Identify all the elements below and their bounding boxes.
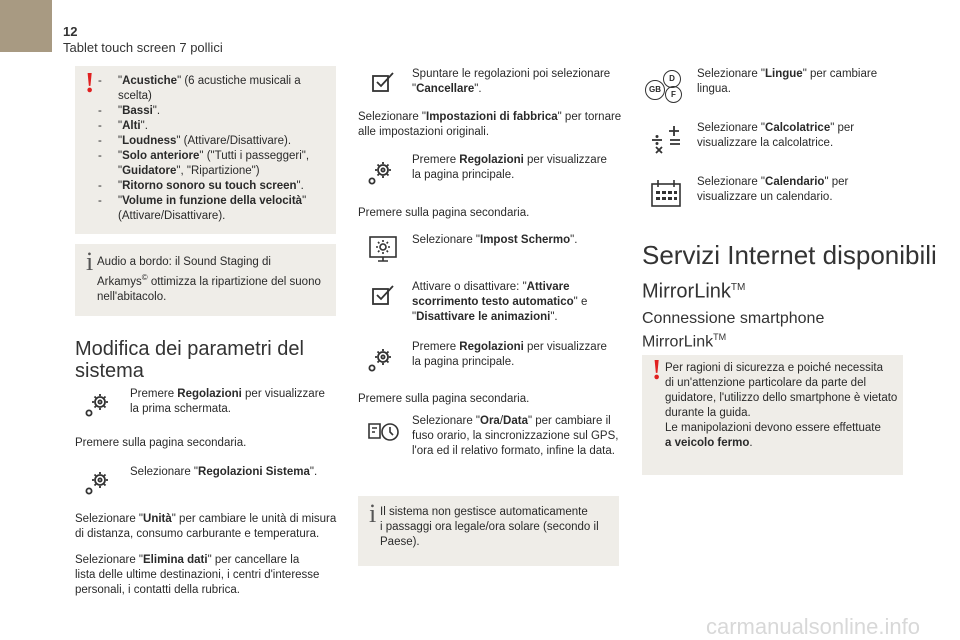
step-press-settings-main: Premere Regolazioni per visualizzare la pagina principale. (412, 154, 607, 181)
settings-icon (84, 390, 110, 418)
step-secondary-page: Premere sulla pagina secondaria. (358, 207, 530, 219)
step-tick-cancel: Spuntare le regolazioni poi selezionare "Cancellare". (412, 68, 611, 95)
subheading-mirrorlink: MirrorLink™ (642, 280, 746, 303)
step-languages: Selezionare "Lingue" per cambiare lingua. (697, 68, 878, 95)
step-press-settings-main: Premere Regolazioni per visualizzare la pagina principale. (412, 341, 607, 368)
settings-icon (367, 158, 393, 186)
list-item: (Attivare/Disattivare). (118, 210, 226, 222)
calendar-icon (650, 178, 682, 208)
language-icon: GB D F (645, 70, 685, 102)
step-delete-data: Selezionare "Elimina dati" per cancellare la lista delle ultime destinazioni, i centri d'interesse personali, i contatti della rubrica. (75, 554, 320, 596)
calculator-icon (648, 122, 686, 154)
chapter-tab (0, 0, 52, 52)
watermark: carmanualsonline.info (705, 614, 920, 639)
checkbox-check-icon (371, 71, 395, 93)
info-icon: i (369, 499, 377, 528)
list-item: - "Loudness" (Attivare/Disattivare). (98, 135, 292, 147)
list-item: - "Alti". (98, 120, 148, 132)
screen-brightness-icon (368, 235, 398, 265)
step-system-settings: Selezionare "Regolazioni Sistema". (130, 466, 318, 478)
list-item: - "Bassi". (98, 105, 161, 117)
info-text: Audio a bordo: il Sound Staging di Arkamys© ottimizza la ripartizione del suono nell'abitacolo. (97, 256, 321, 303)
step-units: Selezionare "Unità" per cambiare le unità di misura di distanza, consumo carburante e temperatura. (75, 513, 337, 540)
step-secondary-page: Premere sulla pagina secondaria. (75, 437, 247, 449)
list-item: - "Acustiche" (6 acustiche musicali a scelta) (98, 75, 301, 102)
page-number: 12 (63, 24, 78, 39)
info-box-arkamys (75, 244, 336, 316)
step-calendar: Selezionare "Calendario" per visualizzare un calendario. (697, 176, 849, 203)
list-item: - "Ritorno sonoro su touch screen". (98, 180, 304, 192)
list-item: "Guidatore", "Ripartizione") (118, 165, 260, 177)
warning-text: Per ragioni di sicurezza e poiché necessita di un'attenzione particolare da parte del guidatore, l'utilizzo dello smartphone è vietato durante la guida. Le manipolazioni devono essere effettuate a veicolo fermo. (665, 362, 898, 449)
step-toggle-animations: Attivare o disattivare: "Attivare scorrimento testo automatico" e "Disattivare le animazioni". (412, 281, 588, 323)
section-heading-system: Modifica dei parametri del sistema (75, 338, 304, 382)
warning-box-safety (642, 355, 903, 475)
step-factory-settings: Selezionare "Impostazioni di fabbrica" per tornare alle impostazioni originali. (358, 111, 622, 138)
step-time-date: Selezionare "Ora/Data" per cambiare il fuso orario, la sincronizzazione sul GPS, l'ora ed il relativo formato, infine la data. (412, 415, 619, 457)
info-icon: i (86, 247, 94, 276)
info-box-daylight (358, 496, 619, 566)
step-calculator: Selezionare "Calcolatrice" per visualizzare la calcolatrice. (697, 122, 855, 149)
checkbox-check-icon (371, 284, 395, 306)
warning-icon: ! (652, 355, 662, 386)
warning-icon: ! (85, 68, 95, 99)
step-secondary-page: Premere sulla pagina secondaria. (358, 393, 530, 405)
list-item: - "Solo anteriore" ("Tutti i passeggeri", (98, 150, 310, 162)
clock-calendar-icon (367, 420, 401, 446)
page-title: Tablet touch screen 7 pollici (63, 40, 223, 55)
list-item: - "Volume in funzione della velocità" (98, 195, 307, 207)
settings-icon (367, 345, 393, 373)
step-screen-settings: Selezionare "Impost Schermo". (412, 234, 578, 246)
subheading-connection: Connessione smartphone MirrorLink™ (642, 310, 825, 351)
section-heading-internet-services: Servizi Internet disponibili (642, 240, 937, 270)
warning-box-acoustics (75, 66, 336, 234)
acoustics-list (98, 74, 334, 224)
info-text: Il sistema non gestisce automaticamente i passaggi ora legale/ora solare (secondo il Paese). (380, 506, 599, 548)
settings-icon (84, 468, 110, 496)
step-press-settings: Premere Regolazioni per visualizzare la prima schermata. (130, 388, 325, 415)
